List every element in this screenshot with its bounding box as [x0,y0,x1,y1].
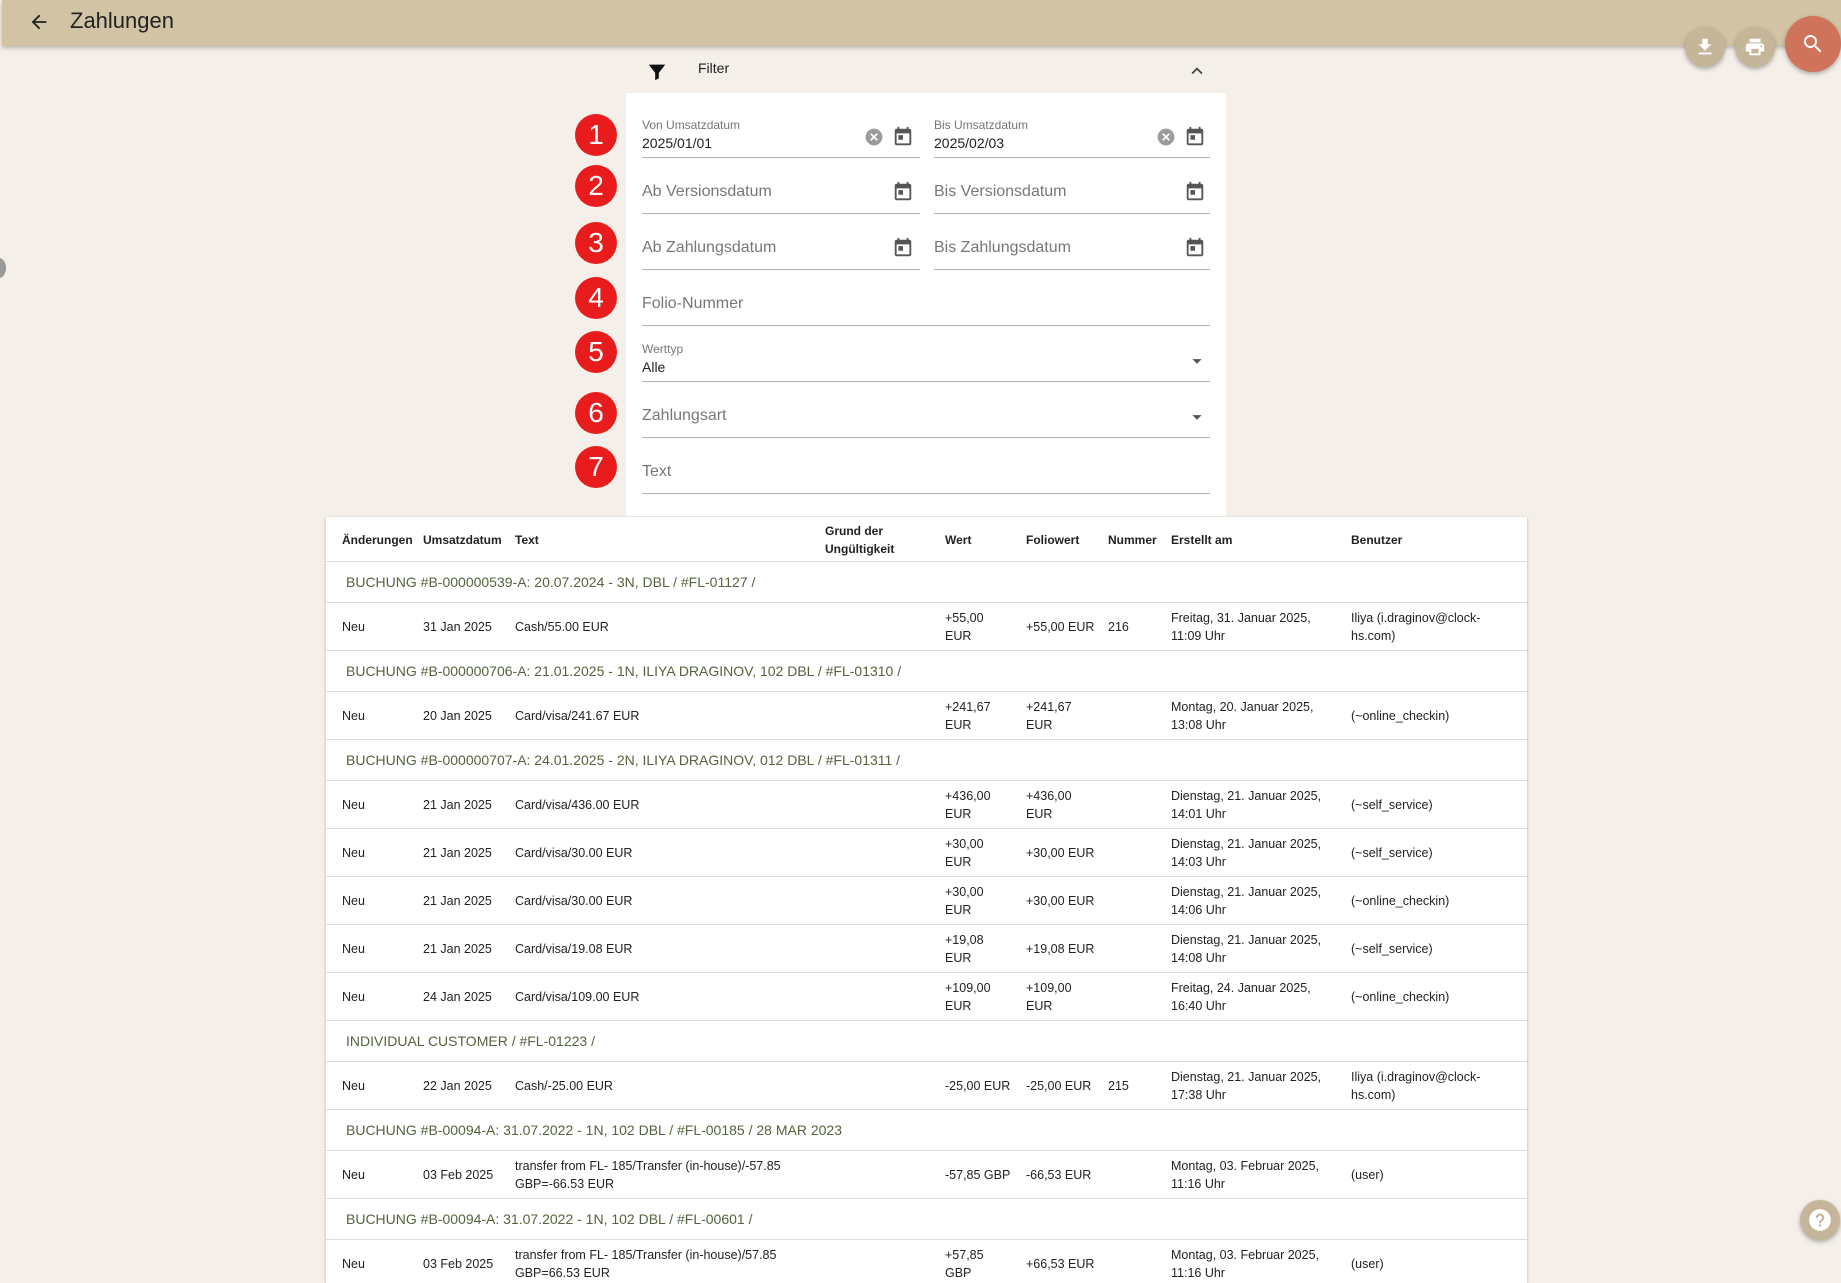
ab-zahlungsdatum-field[interactable] [642,227,920,270]
cell-foliowert: +109,00 EUR [1026,981,1072,1013]
calendar-icon[interactable] [1184,126,1206,148]
text-field[interactable] [642,451,1210,494]
top-app-bar [2,0,1841,46]
cell-nummer: 215 [1108,1079,1129,1093]
search-button[interactable] [1785,16,1841,72]
header-grund[interactable] [825,517,894,562]
field-placeholder: Ab Zahlungsdatum [642,239,777,256]
cell-text: Cash/-25.00 EUR [515,1079,613,1093]
table-row[interactable] [326,781,1527,829]
annotation-badge-7: 7 [575,446,617,488]
header-grund-line2: Ungültigkeit [825,541,895,556]
header-foliowert[interactable]: Foliowert [1026,532,1080,547]
cell-benutzer: Iliya (i.draginov@clock- hs.com) [1351,1070,1481,1102]
annotation-badge-1: 1 [575,114,617,156]
cell-change: Neu [342,942,365,956]
cell-wert: -57,85 GBP [945,1168,1011,1182]
cell-date: 03 Feb 2025 [423,1257,494,1271]
bis-umsatzdatum-field[interactable] [934,115,1210,158]
header-aenderungen[interactable]: Änderungen [342,532,413,547]
back-button[interactable] [24,7,54,37]
cell-date: 21 Jan 2025 [423,846,492,860]
download-button[interactable] [1685,27,1725,67]
cell-foliowert: +55,00 EUR [1026,620,1095,634]
cell-text: transfer from FL- 185/Transfer (in-house)/-57.85 GBP=-66.53 EUR [515,1159,781,1191]
cell-erstellt: Dienstag, 21. Januar 2025, 17:38 Uhr [1171,1070,1322,1102]
cell-wert: -25,00 EUR [945,1079,1011,1093]
side-drawer-handle[interactable] [0,258,6,278]
table-row[interactable] [326,1062,1527,1110]
table-row[interactable] [326,1151,1527,1199]
field-value: 2025/02/03 [934,135,1005,151]
cell-foliowert: +436,00 EUR [1026,789,1072,821]
cell-wert: +55,00 EUR [945,611,984,643]
search-icon [1801,32,1825,56]
cell-change: Neu [342,990,365,1004]
field-value: 2025/01/01 [642,135,713,151]
filter-header[interactable] [626,52,1226,92]
cell-change: Neu [342,620,365,634]
cell-date: 03 Feb 2025 [423,1168,494,1182]
cell-wert: +436,00 EUR [945,789,991,821]
annotation-badge-5: 5 [575,331,617,373]
cell-change: Neu [342,1079,365,1093]
werttyp-select[interactable] [642,339,1210,382]
filter-label: Filter [698,60,730,76]
zahlungsart-select[interactable] [642,395,1210,438]
group-row[interactable]: BUCHUNG #B-000000707-A: 24.01.2025 - 2N, ILIYA DRAGINOV, 012 DBL / #FL-01311 / [326,740,1527,781]
clear-icon[interactable] [1156,127,1176,147]
folio-nummer-field[interactable] [642,283,1210,326]
filter-icon [646,61,668,83]
cell-benutzer: (user) [1351,1257,1384,1271]
cell-change: Neu [342,894,365,908]
bis-zahlungsdatum-field[interactable] [934,227,1210,270]
cell-erstellt: Dienstag, 21. Januar 2025, 14:01 Uhr [1171,789,1322,821]
cell-change: Neu [342,709,365,723]
chevron-up-icon[interactable] [1186,60,1208,82]
cell-date: 21 Jan 2025 [423,942,492,956]
table-row[interactable] [326,925,1527,973]
calendar-icon[interactable] [1184,237,1206,259]
table-header [326,517,1527,562]
cell-wert: +109,00 EUR [945,981,991,1013]
cell-foliowert: +30,00 EUR [1026,894,1095,908]
header-erstellt[interactable]: Erstellt am [1171,532,1233,547]
field-label: Bis Umsatzdatum [934,118,1029,132]
cell-benutzer: (~online_checkin) [1351,894,1450,908]
group-row[interactable]: BUCHUNG #B-00094-A: 31.07.2022 - 1N, 102 DBL / #FL-00185 / 28 MAR 2023 [326,1110,1527,1151]
cell-text: Card/visa/30.00 EUR [515,846,633,860]
cell-foliowert: -66,53 EUR [1026,1168,1092,1182]
ab-versionsdatum-field[interactable] [642,171,920,214]
field-placeholder: Bis Versionsdatum [934,183,1067,200]
annotation-badge-3: 3 [575,222,617,264]
page-title: Zahlungen [70,8,174,33]
table-row[interactable] [326,692,1527,740]
cell-date: 20 Jan 2025 [423,709,492,723]
cell-text: transfer from FL- 185/Transfer (in-house)/57.85 GBP=66.53 EUR [515,1248,777,1280]
cell-date: 21 Jan 2025 [423,798,492,812]
cell-erstellt: Dienstag, 21. Januar 2025, 14:03 Uhr [1171,837,1322,869]
cell-foliowert: +241,67 EUR [1026,700,1072,732]
table-row[interactable] [326,1240,1527,1283]
cell-change: Neu [342,1168,365,1182]
cell-nummer: 216 [1108,620,1129,634]
group-row[interactable]: INDIVIDUAL CUSTOMER / #FL-01223 / [326,1021,1527,1062]
von-umsatzdatum-field[interactable] [642,115,920,158]
calendar-icon[interactable] [892,126,914,148]
cell-change: Neu [342,798,365,812]
cell-erstellt: Freitag, 24. Januar 2025, 16:40 Uhr [1171,981,1311,1013]
cell-text: Card/visa/30.00 EUR [515,894,633,908]
cell-text: Card/visa/109.00 EUR [515,990,640,1004]
group-row[interactable]: BUCHUNG #B-000000706-A: 21.01.2025 - 1N, ILIYA DRAGINOV, 102 DBL / #FL-01310 / [326,651,1527,692]
cell-wert: +30,00 EUR [945,837,984,869]
help-icon [1807,1207,1833,1233]
help-button[interactable] [1800,1200,1840,1240]
cell-erstellt: Freitag, 31. Januar 2025, 11:09 Uhr [1171,611,1311,643]
cell-wert: +30,00 EUR [945,885,984,917]
header-umsatzdatum[interactable]: Umsatzdatum [423,532,502,547]
header-text[interactable]: Text [515,532,539,547]
field-placeholder: Ab Versionsdatum [642,183,772,200]
cell-benutzer: (user) [1351,1168,1384,1182]
table-row[interactable] [326,603,1527,651]
cell-text: Card/visa/436.00 EUR [515,798,640,812]
download-icon [1694,36,1716,58]
clear-icon[interactable] [864,127,884,147]
field-placeholder: Folio-Nummer [642,295,744,312]
calendar-icon[interactable] [892,237,914,259]
cell-date: 31 Jan 2025 [423,620,492,634]
arrow-left-icon [28,11,50,33]
cell-foliowert: +30,00 EUR [1026,846,1095,860]
dropdown-arrow-icon[interactable] [1186,406,1208,428]
field-label: Von Umsatzdatum [642,118,741,132]
cell-erstellt: Dienstag, 21. Januar 2025, 14:06 Uhr [1171,885,1322,917]
payments-table [326,517,1527,1283]
cell-erstellt: Montag, 03. Februar 2025, 11:16 Uhr [1171,1159,1320,1191]
annotation-badge-2: 2 [575,165,617,207]
field-value: Alle [642,359,666,375]
cell-foliowert: -25,00 EUR [1026,1079,1092,1093]
annotation-badge-4: 4 [575,277,617,319]
table-row[interactable] [326,973,1527,1021]
cell-benutzer: (~online_checkin) [1351,709,1450,723]
cell-change: Neu [342,846,365,860]
cell-wert: +241,67 EUR [945,700,991,732]
print-icon [1744,36,1766,58]
header-nummer[interactable]: Nummer [1108,532,1157,547]
field-label: Werttyp [642,342,684,356]
annotation-badge-6: 6 [575,392,617,434]
table-row[interactable] [326,877,1527,925]
cell-text: Card/visa/241.67 EUR [515,709,640,723]
cell-date: 24 Jan 2025 [423,990,492,1004]
header-benutzer[interactable]: Benutzer [1351,532,1403,547]
dropdown-arrow-icon[interactable] [1186,350,1208,372]
cell-date: 21 Jan 2025 [423,894,492,908]
filter-panel [626,93,1226,516]
cell-change: Neu [342,1257,365,1271]
field-placeholder: Zahlungsart [642,407,727,424]
cell-erstellt: Dienstag, 21. Januar 2025, 14:08 Uhr [1171,933,1322,965]
cell-benutzer: (~self_service) [1351,798,1433,812]
cell-foliowert: +19,08 EUR [1026,942,1095,956]
field-placeholder: Text [642,463,672,480]
cell-foliowert: +66,53 EUR [1026,1257,1095,1271]
cell-benutzer: (~self_service) [1351,846,1433,860]
cell-erstellt: Montag, 03. Februar 2025, 11:16 Uhr [1171,1248,1320,1280]
group-row[interactable]: BUCHUNG #B-000000539-A: 20.07.2024 - 3N, DBL / #FL-01127 / [326,562,1527,603]
cell-wert: +57,85 GBP [945,1248,984,1280]
cell-erstellt: Montag, 20. Januar 2025, 13:08 Uhr [1171,700,1314,732]
header-wert[interactable]: Wert [945,532,972,547]
cell-date: 22 Jan 2025 [423,1079,492,1093]
cell-benutzer: Iliya (i.draginov@clock- hs.com) [1351,611,1481,643]
cell-text: Card/visa/19.08 EUR [515,942,633,956]
field-placeholder: Bis Zahlungsdatum [934,239,1071,256]
print-button[interactable] [1735,27,1775,67]
calendar-icon[interactable] [892,181,914,203]
group-row[interactable]: BUCHUNG #B-00094-A: 31.07.2022 - 1N, 102 DBL / #FL-00601 / [326,1199,1527,1240]
cell-text: Cash/55.00 EUR [515,620,609,634]
calendar-icon[interactable] [1184,181,1206,203]
cell-wert: +19,08 EUR [945,933,984,965]
table-row[interactable] [326,829,1527,877]
cell-benutzer: (~self_service) [1351,942,1433,956]
bis-versionsdatum-field[interactable] [934,171,1210,214]
cell-benutzer: (~online_checkin) [1351,990,1450,1004]
header-grund-line1: Grund der [825,523,884,538]
